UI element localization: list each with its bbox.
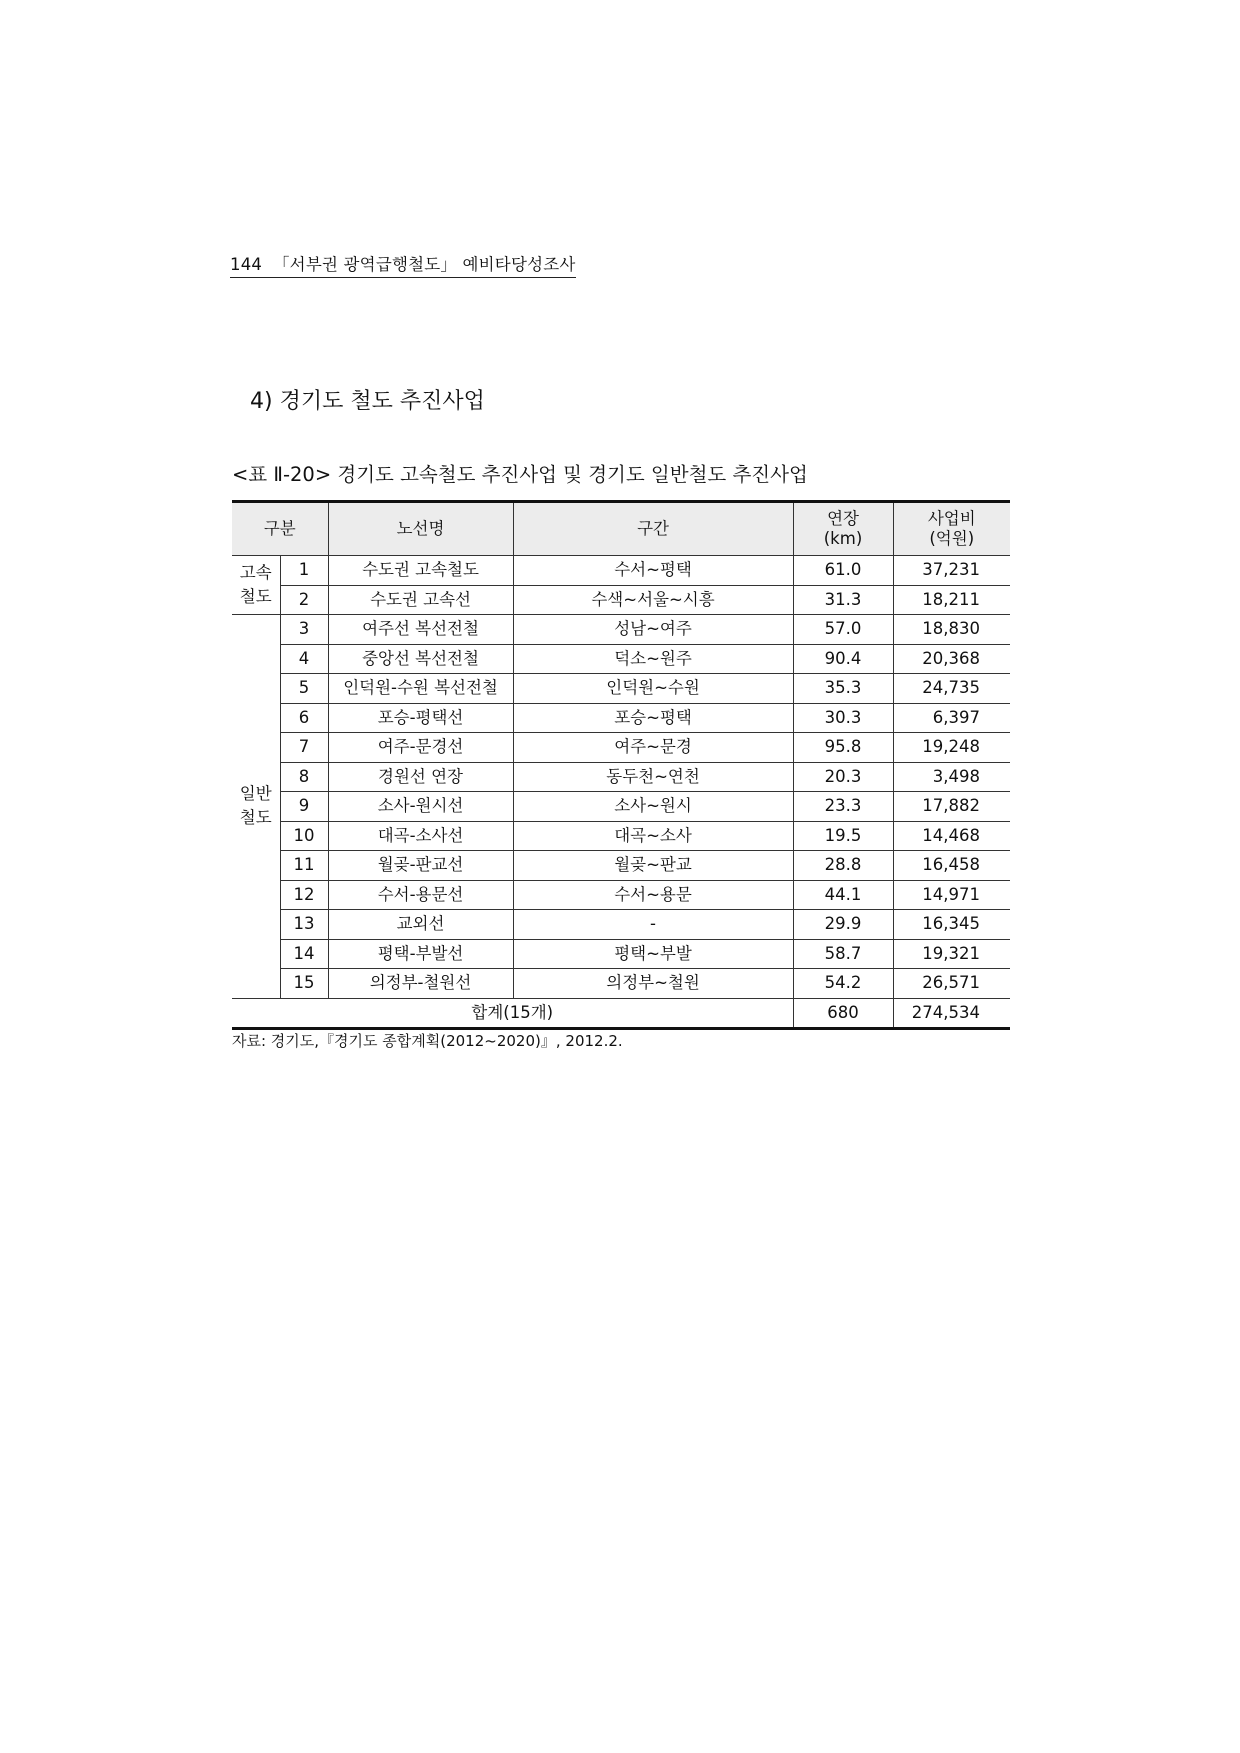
total-length: 680 bbox=[793, 998, 893, 1029]
route-section: 수색~서울~시흥 bbox=[513, 585, 793, 615]
header-length-line1: 연장 bbox=[827, 509, 859, 528]
route-length: 58.7 bbox=[793, 939, 893, 969]
route-section: 포승~평택 bbox=[513, 703, 793, 733]
row-number: 4 bbox=[280, 644, 328, 674]
table-row bbox=[232, 703, 1010, 733]
route-section: 여주~문경 bbox=[513, 733, 793, 763]
section-title: 4) 경기도 철도 추진사업 bbox=[250, 389, 485, 414]
route-name: 수도권 고속선 bbox=[328, 585, 513, 615]
category-general-line2: 철도 bbox=[239, 808, 272, 828]
table-row bbox=[232, 644, 1010, 674]
route-length: 90.4 bbox=[793, 644, 893, 674]
category-general bbox=[232, 615, 280, 999]
route-section: 인덕원~수원 bbox=[513, 674, 793, 704]
row-number: 1 bbox=[280, 556, 328, 586]
route-cost: 18,211 bbox=[893, 585, 1010, 615]
table-row bbox=[232, 733, 1010, 763]
page-number: 144 bbox=[230, 255, 263, 274]
row-number: 6 bbox=[280, 703, 328, 733]
route-cost: 3,498 bbox=[893, 762, 1010, 792]
route-section: 성남~여주 bbox=[513, 615, 793, 645]
route-section: 의정부~철원 bbox=[513, 969, 793, 999]
row-number: 15 bbox=[280, 969, 328, 999]
route-length: 28.8 bbox=[793, 851, 893, 881]
route-section: 수서~평택 bbox=[513, 556, 793, 586]
route-cost: 17,882 bbox=[893, 792, 1010, 822]
route-name: 교외선 bbox=[328, 910, 513, 940]
table-row bbox=[232, 674, 1010, 704]
route-length: 19.5 bbox=[793, 821, 893, 851]
railway-projects-table bbox=[232, 500, 1010, 1030]
route-length: 54.2 bbox=[793, 969, 893, 999]
category-high-speed bbox=[232, 556, 280, 615]
table-header-row bbox=[232, 502, 1010, 556]
route-cost: 19,248 bbox=[893, 733, 1010, 763]
row-number: 10 bbox=[280, 821, 328, 851]
route-length: 31.3 bbox=[793, 585, 893, 615]
route-cost: 14,971 bbox=[893, 880, 1010, 910]
header-cost bbox=[893, 502, 1010, 556]
category-high-speed-line2: 철도 bbox=[239, 587, 272, 606]
route-cost: 19,321 bbox=[893, 939, 1010, 969]
header-section: 구간 bbox=[513, 502, 793, 556]
route-cost: 20,368 bbox=[893, 644, 1010, 674]
route-name: 대곡-소사선 bbox=[328, 821, 513, 851]
route-cost: 37,231 bbox=[893, 556, 1010, 586]
route-length: 30.3 bbox=[793, 703, 893, 733]
row-number: 11 bbox=[280, 851, 328, 881]
route-length: 95.8 bbox=[793, 733, 893, 763]
row-number: 3 bbox=[280, 615, 328, 645]
route-name: 수도권 고속철도 bbox=[328, 556, 513, 586]
route-section: 동두천~연천 bbox=[513, 762, 793, 792]
table-row bbox=[232, 556, 1010, 586]
route-name: 평택-부발선 bbox=[328, 939, 513, 969]
row-number: 12 bbox=[280, 880, 328, 910]
header-route: 노선명 bbox=[328, 502, 513, 556]
route-name: 여주선 복선전철 bbox=[328, 615, 513, 645]
route-cost: 16,458 bbox=[893, 851, 1010, 881]
route-name: 인덕원-수원 복선전철 bbox=[328, 674, 513, 704]
route-section: 월곶~판교 bbox=[513, 851, 793, 881]
route-name: 의정부-철원선 bbox=[328, 969, 513, 999]
total-label: 합계(15개) bbox=[232, 998, 793, 1029]
route-name: 월곶-판교선 bbox=[328, 851, 513, 881]
book-title: 「서부권 광역급행철도」 예비타당성조사 bbox=[272, 255, 576, 274]
total-row bbox=[232, 998, 1010, 1029]
route-name: 경원선 연장 bbox=[328, 762, 513, 792]
route-section: 덕소~원주 bbox=[513, 644, 793, 674]
row-number: 8 bbox=[280, 762, 328, 792]
route-length: 20.3 bbox=[793, 762, 893, 792]
railway-projects-table-wrapper bbox=[232, 500, 1010, 1030]
row-number: 9 bbox=[280, 792, 328, 822]
header-length bbox=[793, 502, 893, 556]
route-section: 대곡~소사 bbox=[513, 821, 793, 851]
route-section: 평택~부발 bbox=[513, 939, 793, 969]
row-number: 14 bbox=[280, 939, 328, 969]
route-cost: 16,345 bbox=[893, 910, 1010, 940]
row-number: 7 bbox=[280, 733, 328, 763]
table-row bbox=[232, 880, 1010, 910]
category-general-line1: 일반 bbox=[239, 784, 272, 804]
table-caption: <표 Ⅱ-20> 경기도 고속철도 추진사업 및 경기도 일반철도 추진사업 bbox=[232, 463, 808, 486]
route-cost: 26,571 bbox=[893, 969, 1010, 999]
header-cost-line1: 사업비 bbox=[927, 509, 976, 528]
route-length: 23.3 bbox=[793, 792, 893, 822]
route-section: 수서~용문 bbox=[513, 880, 793, 910]
route-length: 61.0 bbox=[793, 556, 893, 586]
row-number: 5 bbox=[280, 674, 328, 704]
route-name: 중앙선 복선전철 bbox=[328, 644, 513, 674]
route-length: 57.0 bbox=[793, 615, 893, 645]
route-length: 44.1 bbox=[793, 880, 893, 910]
route-cost: 24,735 bbox=[893, 674, 1010, 704]
route-length: 29.9 bbox=[793, 910, 893, 940]
row-number: 2 bbox=[280, 585, 328, 615]
table-row bbox=[232, 939, 1010, 969]
header-cost-line2: (억원) bbox=[929, 529, 975, 548]
row-number: 13 bbox=[280, 910, 328, 940]
table-row bbox=[232, 821, 1010, 851]
route-name: 수서-용문선 bbox=[328, 880, 513, 910]
table-row bbox=[232, 910, 1010, 940]
route-cost: 6,397 bbox=[893, 703, 1010, 733]
route-length: 35.3 bbox=[793, 674, 893, 704]
table-row bbox=[232, 615, 1010, 645]
route-name: 여주-문경선 bbox=[328, 733, 513, 763]
route-section: 소사~원시 bbox=[513, 792, 793, 822]
route-name: 소사-원시선 bbox=[328, 792, 513, 822]
route-cost: 14,468 bbox=[893, 821, 1010, 851]
source-note: 자료: 경기도,『경기도 종합계획(2012~2020)』, 2012.2. bbox=[232, 1032, 623, 1050]
category-high-speed-line1: 고속 bbox=[239, 563, 272, 582]
table-row bbox=[232, 585, 1010, 615]
table-row bbox=[232, 762, 1010, 792]
page-header bbox=[230, 251, 576, 278]
table-row bbox=[232, 969, 1010, 999]
total-cost: 274,534 bbox=[893, 998, 1010, 1029]
route-name: 포승-평택선 bbox=[328, 703, 513, 733]
table-row bbox=[232, 792, 1010, 822]
route-cost: 18,830 bbox=[893, 615, 1010, 645]
table-row bbox=[232, 851, 1010, 881]
route-section: - bbox=[513, 910, 793, 940]
header-length-line2: (km) bbox=[823, 529, 863, 548]
header-category: 구분 bbox=[232, 502, 328, 556]
